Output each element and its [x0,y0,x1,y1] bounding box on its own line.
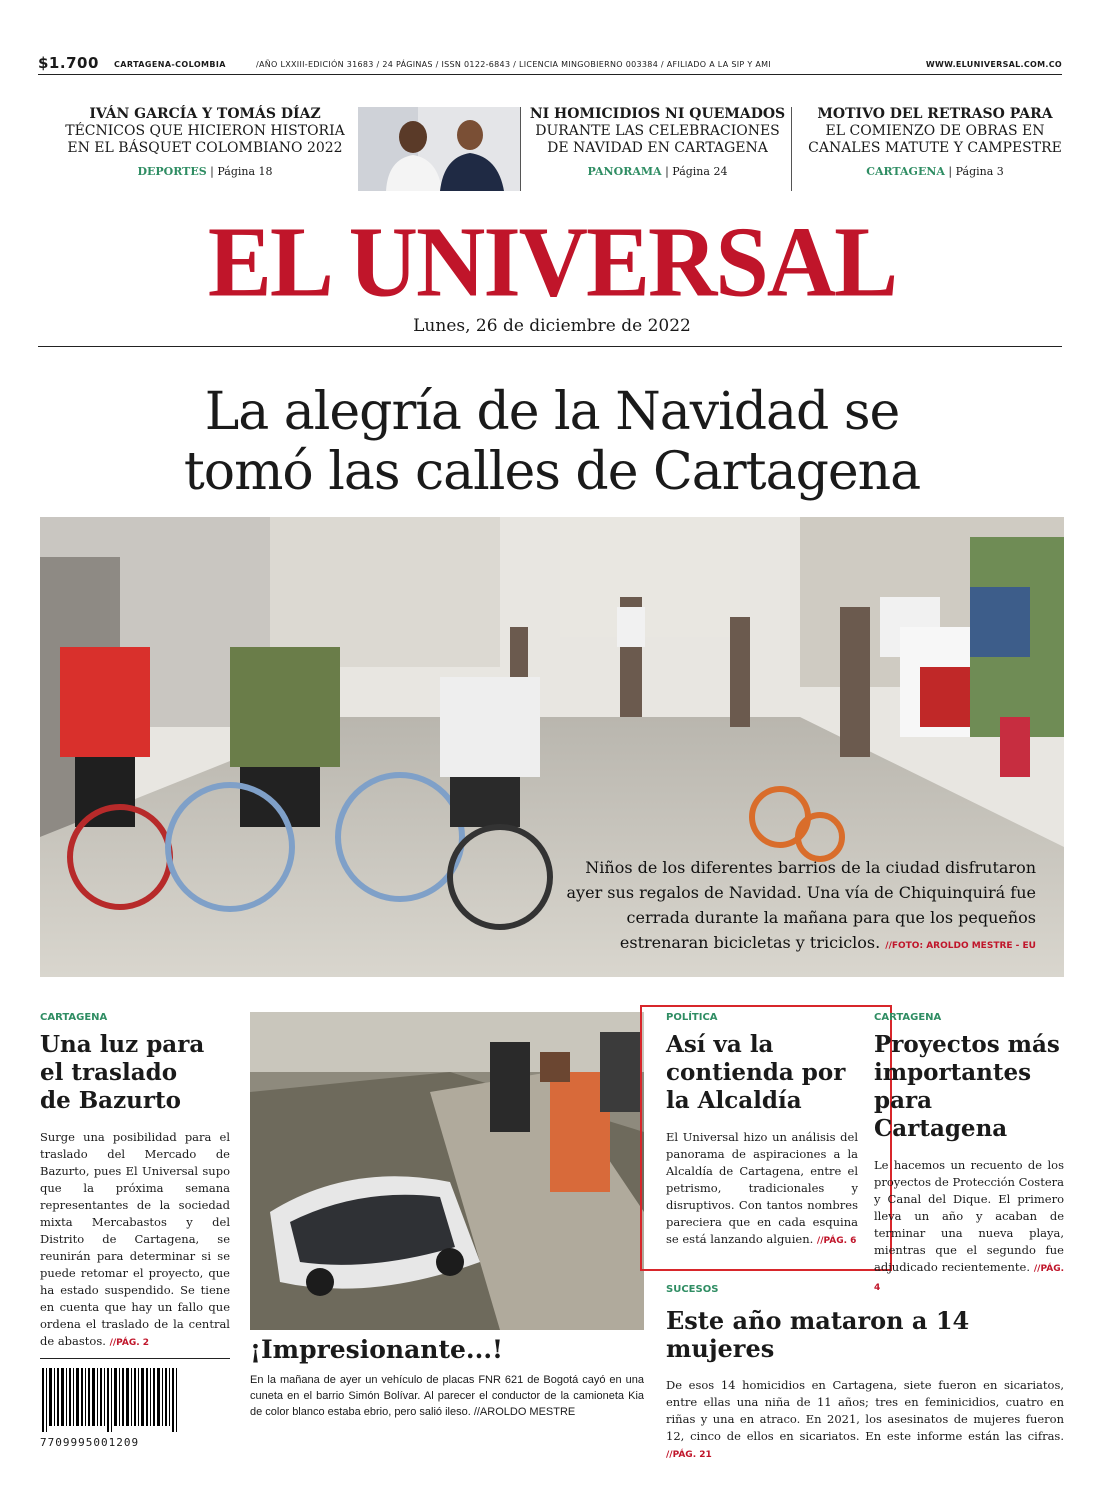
divider [791,107,792,191]
barcode-bars [40,1368,190,1438]
page-ref: //PÁG. 21 [666,1450,712,1460]
story-bazurto[interactable] [40,1012,230,1352]
page-ref: //PÁG. 4 [874,1264,1065,1293]
page-ref: //PÁG. 2 [109,1338,150,1348]
story-title: Una luz para el traslado de Bazurto [40,1031,205,1114]
teaser-page-ref: CARTAGENA | Página 3 [866,165,1004,178]
top-rule [38,74,1062,75]
teaser-headline: MOTIVO DEL RETRASO PARA EL COMIENZO DE OBRAS EN CANALES MATUTE Y CAMPESTRE [808,106,1062,156]
story-rule [40,1358,230,1359]
teaser-page-ref: DEPORTES | Página 18 [137,165,273,178]
story-accident[interactable] [250,1336,644,1420]
main-photo-caption: Niños de los diferentes barrios de la ciudad disfrutaron ayer sus regalos de Navidad. Una vía de Chiquinquirá fue cerrada durante la mañana para que los pequeños estrenaran bicicletas y triciclos. //FOTO: AROLDO MESTRE - EU [566,858,1036,952]
teaser-panorama[interactable] [525,106,790,178]
barcode [40,1368,190,1454]
teaser-headline: IVÁN GARCÍA Y TOMÁS DÍAZ TÉCNICOS QUE HICIERON HISTORIA EN EL BÁSQUET COLOMBIANO 2022 [65,106,345,156]
teaser-deportes[interactable] [50,106,360,178]
newspaper-logo: EL UNIVERSAL [207,205,897,318]
story-title: ¡Impresionante...! [250,1335,504,1364]
edition-info: /AÑO LXXIII-EDICIÓN 31683 / 24 PÁGINAS / ISSN 0122-6843 / LICENCIA MINGOBIERNO 003384 / AFILIADO A LA SIP Y AMI [256,60,772,69]
barcode-number: 7709995001209 [40,1436,140,1449]
story-body: De esos 14 homicidios en Cartagena, siete fueron en sicariatos, entre ellas una niña de 11 años; tres en feminicidios, cuatro en riñas y una en atraco. En 2021, los asesinatos de mujeres fueron 12, cinco de ellos en sicariatos. En este informe están las cifras. //PÁG. 21 [666,1378,1064,1460]
teaser-headline: NI HOMICIDIOS NI QUEMADOS DURANTE LAS CELEBRACIONES DE NAVIDAD EN CARTAGENA [529,106,786,156]
page-ref: //PÁG. 6 [816,1236,857,1246]
story-proyectos[interactable] [874,1012,1064,1297]
story-title: Así va la contienda por la Alcaldía [666,1031,846,1114]
story-mujeres[interactable] [666,1284,1064,1464]
story-alcaldia[interactable] [666,1012,858,1250]
section-kicker: SUCESOS [666,1284,719,1295]
story-body: Le hacemos un recuento de los proyectos de Protección Costera y Canal del Dique. El primero lleva un año y acaban de terminar una nueva playa, mientras que el segundo fue adjudicado recientemente. //PÁG. 4 [874,1158,1065,1293]
price-label: $1.700 [38,54,99,72]
teaser-page-ref: PANORAMA | Página 24 [587,165,728,178]
main-headline[interactable]: La alegría de la Navidad se tomó las calles de Cartagena [183,382,921,502]
issue-date: Lunes, 26 de diciembre de 2022 [413,316,691,336]
story-title: Proyectos más importantes para Cartagena [874,1031,1060,1142]
section-kicker: CARTAGENA [40,1012,108,1023]
coaches-photo [358,107,520,191]
divider [520,107,521,191]
section-kicker: CARTAGENA [874,1012,942,1023]
story-body: En la mañana de ayer un vehículo de placas FNR 621 de Bogotá cayó en una cuneta en el barrio Simón Bolívar. Al parecer el conductor de la camioneta Kia de color blanco estaba ebrio, pero salió ileso. //AROLDO MESTRE [250,1374,644,1418]
story-body: El Universal hizo un análisis del panorama de aspiraciones a la Alcaldía de Cartagena, entre el petrismo, tradicionales y disruptivos. Con tantos nombres pareciera que en cada esquina se está lanzando alguien. //PÁG. 6 [666,1130,858,1246]
location-label: CARTAGENA-COLOMBIA [114,60,226,69]
section-kicker: POLÍTICA [666,1012,718,1023]
story-title: Este año mataron a 14 mujeres [666,1306,970,1363]
masthead-rule [38,346,1062,347]
top-info-strip [38,54,1062,74]
story-body: Surge una posibilidad para el traslado del Mercado de Bazurto, pues El Universal supo que la próxima semana representantes de la sociedad mixta Mercabastos y del Distrito de Cartagena, se reunirán para determinar si se puede retomar el proyecto, que ha estado suspendido. Se tiene en cuenta que hay un fallo que ordena el traslado de la central de abastos. //PÁG. 2 [40,1130,230,1348]
teaser-cartagena[interactable] [800,106,1070,178]
accident-photo [250,1012,644,1330]
photo-credit: //FOTO: AROLDO MESTRE - EU [885,941,1036,951]
website-link[interactable]: WWW.ELUNIVERSAL.COM.CO [925,60,1062,69]
